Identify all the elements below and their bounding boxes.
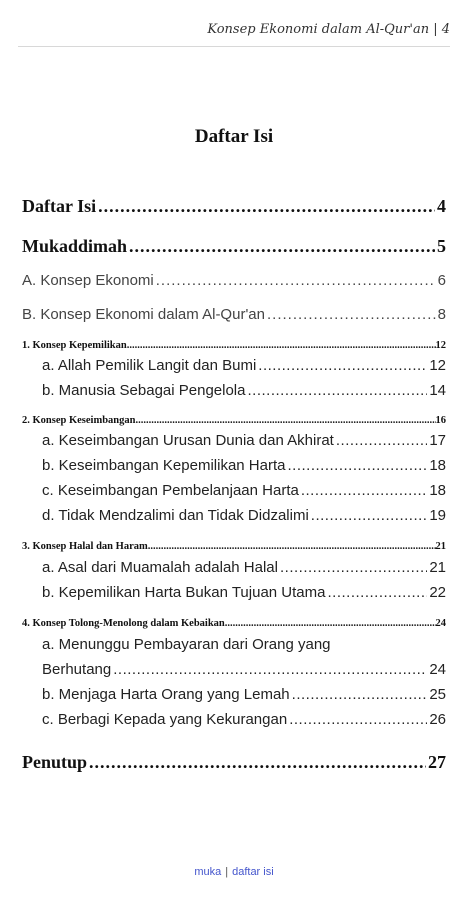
toc-entry-page: 22 [429,584,446,601]
toc-entry-page: 16 [435,415,446,426]
toc-entry-label: Daftar Isi [22,196,97,216]
toc-entry-page: 21 [429,559,446,576]
toc-entry-page: 6 [437,272,446,289]
toc-entry-label: Penutup [22,752,88,772]
leader-dots [89,752,426,773]
leader-dots [247,382,427,399]
toc-entry-page: 5 [437,236,446,256]
toc-item[interactable] [22,457,446,474]
leader-dots [98,196,435,217]
toc-entry-label: c. Berbagi Kepada yang Kekurangan [42,711,288,728]
toc-entry-label: a. Asal dari Muamalah adalah Halal [42,559,278,576]
leader-dots [113,661,427,678]
toc-entry-page: 25 [429,686,446,703]
toc-item[interactable] [22,507,446,524]
toc-entry-label: 4. Konsep Tolong-Menolong dalam Kebaikan [22,618,225,629]
toc-item[interactable] [22,482,446,499]
toc-entry-page: 19 [429,507,446,524]
toc-entry-page: 24 [429,661,446,678]
toc-entry-page: 12 [435,340,446,351]
leader-dots [280,559,427,576]
leader-dots [135,415,435,426]
toc-entry-label: 1. Konsep Kepemilikan [22,340,127,351]
toc-entry-label: B. Konsep Ekonomi dalam Al-Qur'an [22,306,265,323]
leader-dots [258,357,427,374]
page-title: Daftar Isi [194,126,274,147]
toc-entry-label: b. Menjaga Harta Orang yang Lemah [42,686,290,703]
toc-entry-konsep-ekonomi[interactable] [22,272,446,289]
leader-dots [127,340,436,351]
toc-entry-page: 12 [429,357,446,374]
toc-entry-page: 21 [435,541,446,552]
toc-entry-penutup[interactable] [22,752,446,773]
toc-entry-label: b. Keseimbangan Kepemilikan Harta [42,457,286,474]
toc-section-kepemilikan[interactable] [22,340,446,351]
toc-item[interactable] [22,382,446,399]
leader-dots [129,236,435,257]
toc-item[interactable] [22,584,446,601]
toc-entry-label: 2. Konsep Keseimbangan [22,415,136,426]
header-divider [18,46,450,47]
toc-entry-label: Berhutang [42,661,112,678]
toc-section-tolong-menolong[interactable] [22,618,446,629]
toc-entry-label: a. Keseimbangan Urusan Dunia dan Akhirat [42,432,334,449]
leader-dots [327,584,427,601]
toc-entry-label: b. Kepemilikan Harta Bukan Tujuan Utama [42,584,326,601]
leader-dots [225,618,436,629]
toc-item[interactable] [22,559,446,576]
toc-entry-page: 27 [428,752,446,772]
toc-entry-page: 17 [429,432,446,449]
running-header: Konsep Ekonomi dalam Al-Qur'an | 4 [207,22,450,37]
toc-entry-label: d. Tidak Mendzalimi dan Tidak Didzalimi [42,507,309,524]
toc-entry-label: a. Allah Pemilik Langit dan Bumi [42,357,257,374]
toc-entry-konsep-ekonomi-quran[interactable] [22,306,446,323]
leader-dots [148,541,436,552]
toc-item[interactable] [22,661,446,678]
toc-item[interactable] [22,686,446,703]
leader-dots [287,457,427,474]
muka-link[interactable]: muka [194,866,222,878]
toc-section-halal-haram[interactable] [22,541,446,552]
leader-dots [267,306,436,323]
toc-entry-label: 3. Konsep Halal dan Haram [22,541,148,552]
toc-item[interactable] [22,357,446,374]
toc-entry-page: 24 [435,618,446,629]
leader-dots [289,711,427,728]
toc-entry-page: 14 [429,382,446,399]
toc-entry-label: c. Keseimbangan Pembelanjaan Harta [42,482,299,499]
toc-entry-daftar-isi[interactable] [22,196,446,217]
daftar-isi-link[interactable]: daftar isi [232,866,274,878]
toc-entry-page: 18 [429,482,446,499]
toc-entry-label: Mukaddimah [22,236,128,256]
leader-dots [301,482,427,499]
toc-entry-mukaddimah[interactable] [22,236,446,257]
footer-nav [0,866,468,878]
toc-entry-page: 26 [429,711,446,728]
toc-entry-page: 8 [437,306,446,323]
toc-entry-page: 18 [429,457,446,474]
toc-entry-page: 4 [437,196,446,216]
footer-separator: | [225,866,229,878]
toc-item-first-line[interactable]: a. Menunggu Pembayaran dari Orang yang [42,636,331,653]
leader-dots [311,507,428,524]
toc-item[interactable] [22,711,446,728]
toc-item[interactable] [22,432,446,449]
toc-section-keseimbangan[interactable] [22,415,446,426]
toc-entry-label: A. Konsep Ekonomi [22,272,154,289]
leader-dots [336,432,427,449]
toc-entry-label: b. Manusia Sebagai Pengelola [42,382,246,399]
leader-dots [292,686,428,703]
leader-dots [156,272,436,289]
